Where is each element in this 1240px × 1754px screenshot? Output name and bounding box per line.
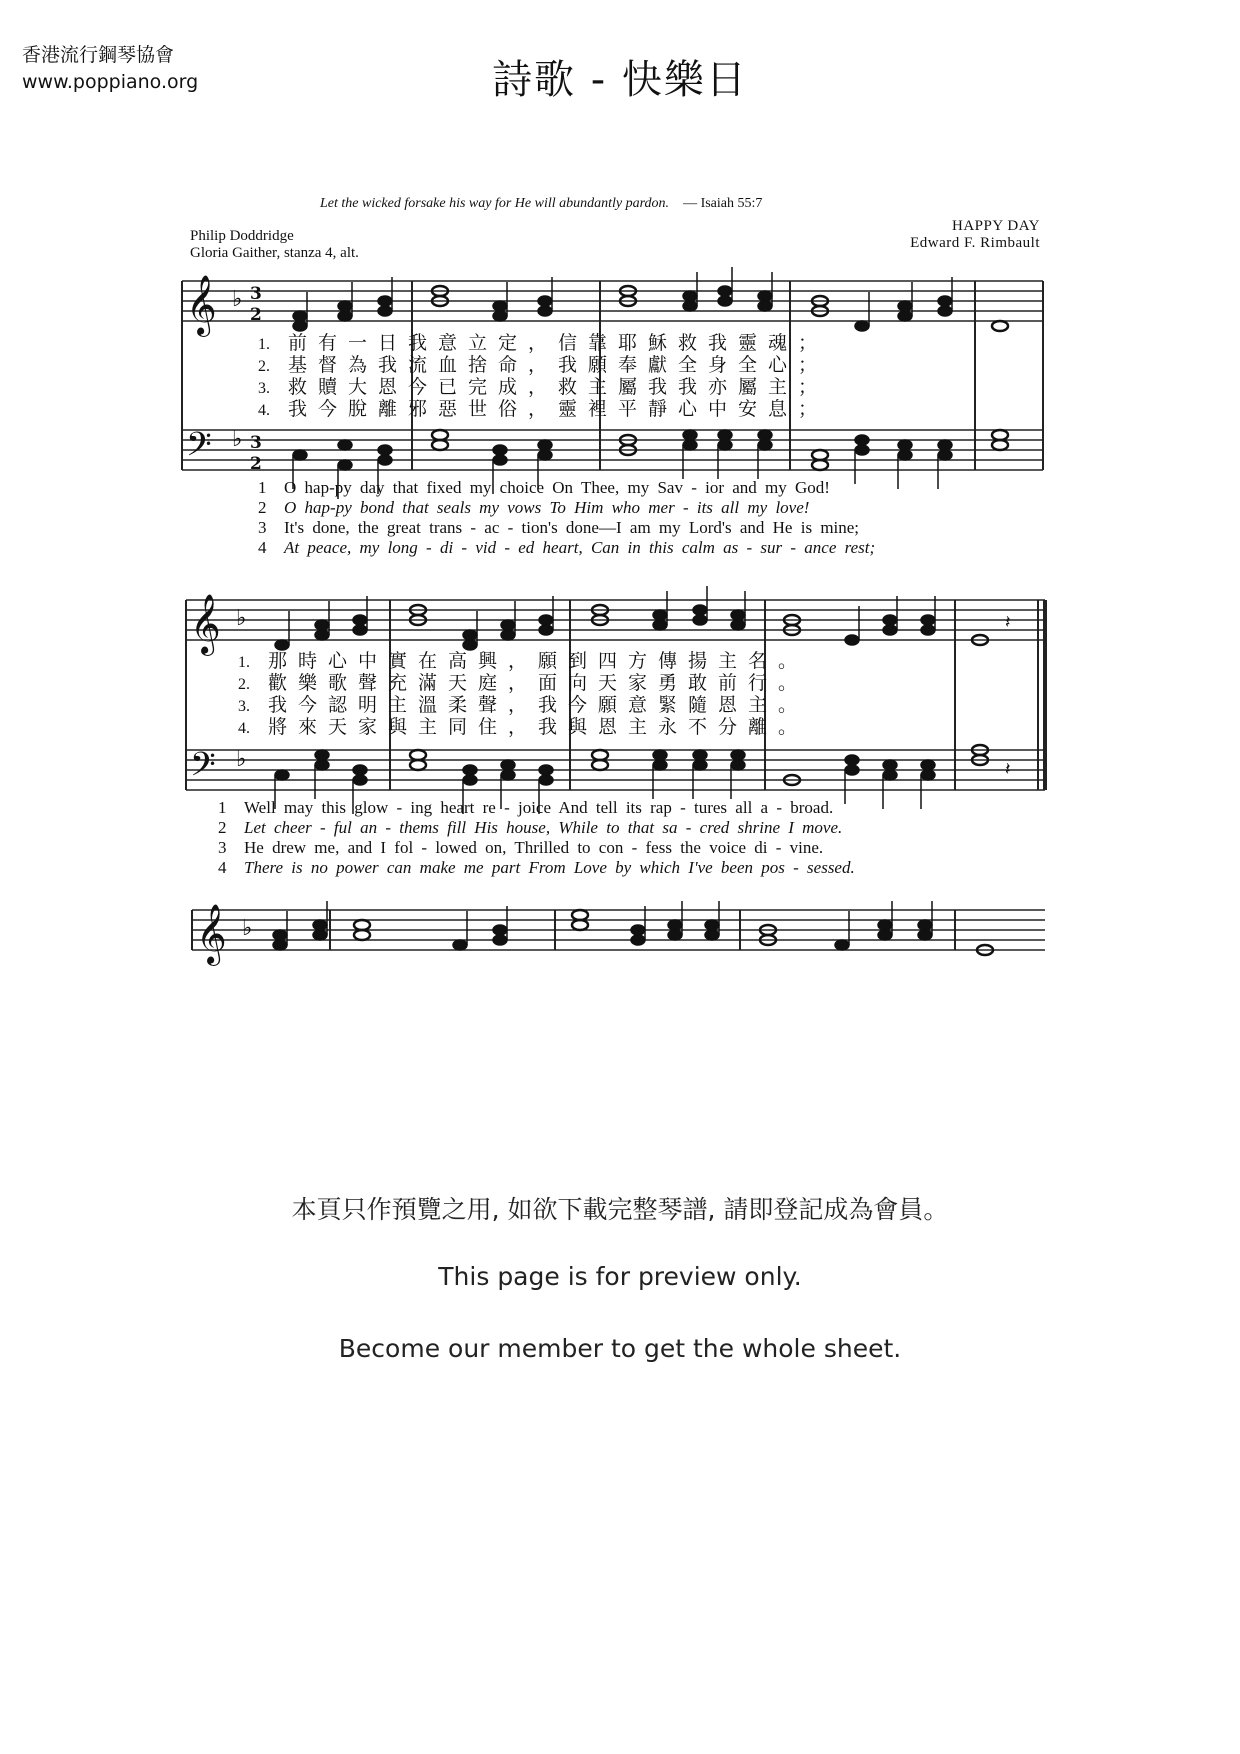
lyric-line [258,518,875,538]
lyric-line [258,538,875,558]
lyrics-zh-system-1 [258,332,828,420]
verse-number: 1. [258,336,270,353]
verse-number: 1 [258,478,267,497]
preview-notice-zh: 本頁只作預覽之用, 如欲下載完整琴譜, 請即登記成為會員。 [291,1195,949,1224]
lyric-text: Let cheer - ful an - thems fill His house, While to that sa - cred shrine I move. [244,818,843,837]
composer: Edward F. Rimbault [910,235,1040,251]
lyric-text: O hap-py bond that seals my vows To Him who mer - its all my love! [284,498,810,517]
svg-text:♭: ♭ [236,747,247,772]
time-sig-bottom: 2 [250,305,262,325]
lyric-line [218,798,855,818]
svg-text:𝄞: 𝄞 [190,594,221,654]
lyric-text: He drew me, and I fol - lowed on, Thrilled to con - fess the voice di - vine. [244,838,824,857]
lyric-text: It's done, the great trans - ac - tion's done—I am my Lord's and He is mine; [284,518,860,537]
lyrics-en-system-2 [218,798,855,878]
verse-number: 2. [258,358,270,375]
author-line-1: Philip Doddridge [190,228,294,244]
lyric-line [218,838,855,858]
lyric-text: Well may this glow - ing heart re - joice And tell its rap - tures all a - broad. [244,798,834,817]
verse-number: 3 [258,518,267,537]
lyric-line [258,354,828,376]
verse-number: 1 [218,798,227,817]
svg-text:♭: ♭ [232,427,243,452]
verse-number: 3. [238,698,250,715]
verse-number: 2. [238,676,250,693]
svg-text:♭: ♭ [242,916,253,941]
lyrics-en-system-1 [258,478,875,558]
epigraph-text: Let the wicked forsake his way for He will abundantly pardon. [320,196,670,211]
time-sig-top-bass: 3 [250,433,262,453]
lyric-text: 那時心中實在高興，願到四方傳揚主名。 [268,650,809,672]
tune-name: HAPPY DAY [952,218,1040,234]
lyric-text: There is no power can make me part From Love by which I've been pos - sessed. [244,858,855,877]
svg-text:♭: ♭ [236,606,247,631]
lyric-line [238,672,808,694]
lyric-line [258,478,875,498]
lyric-line [258,398,828,420]
lyric-line [218,858,855,878]
lyric-line [258,376,828,398]
verse-number: 4 [218,858,227,877]
time-sig-bottom-bass: 2 [250,454,262,474]
lyric-text: At peace, my long - di - vid - ed heart, Can in this calm as - sur - ance rest; [284,538,876,557]
site-name: 香港流行鋼琴協會 [22,44,175,66]
lyric-line [238,716,808,738]
member-notice-en: Become our member to get the whole sheet. [338,1334,902,1363]
verse-number: 4. [258,402,270,419]
lyrics-zh-system-2 [238,650,808,738]
lyric-text: 我今認明主溫柔聲，我今願意緊隨恩主。 [268,694,809,716]
time-sig-top: 3 [250,284,262,304]
svg-text:𝄽: 𝄽 [1005,759,1011,780]
svg-text:𝄽: 𝄽 [1005,612,1011,633]
lyric-text: 歡樂歌聲充滿天庭，面向天家勇敢前行。 [268,672,809,694]
page-title: 詩歌 - 快樂日 [492,57,748,103]
verse-number: 3 [218,838,227,857]
verse-number: 1. [238,654,250,671]
lyric-text: 前有一日我意立定，信靠耶穌救我靈魂； [288,332,829,354]
svg-text:♭: ♭ [232,287,243,312]
lyric-line [238,650,808,672]
verse-number: 2 [258,498,267,517]
site-url[interactable]: www.poppiano.org [22,71,199,93]
verse-number: 4. [238,720,250,737]
verse-number: 3. [258,380,270,397]
preview-notice-en: This page is for preview only. [438,1262,802,1291]
lyric-text: O hap-py day that fixed my choice On Thee, my Sav - ior and my God! [284,478,830,497]
verse-number: 4 [258,538,267,557]
svg-text:𝄢: 𝄢 [186,426,212,472]
lyric-line [258,498,875,518]
lyric-text: 救贖大恩今已完成，救主屬我我亦屬主； [288,376,829,398]
verse-number: 2 [218,818,227,837]
svg-text:𝄞: 𝄞 [186,275,217,335]
lyric-text: 將來天家與主同住，我與恩主永不分離。 [268,716,809,738]
svg-text:𝄢: 𝄢 [190,746,216,792]
lyric-line [238,694,808,716]
svg-text:𝄞: 𝄞 [196,904,227,964]
lyric-line [258,332,828,354]
epigraph-ref: — Isaiah 55:7 [683,196,763,211]
lyric-line [218,818,855,838]
author-line-2: Gloria Gaither, stanza 4, alt. [190,245,359,261]
lyric-text: 我今脫離邪惡世俗，靈裡平靜心中安息； [288,398,829,420]
lyric-text: 基督為我流血捨命，我願奉獻全身全心； [288,354,829,376]
